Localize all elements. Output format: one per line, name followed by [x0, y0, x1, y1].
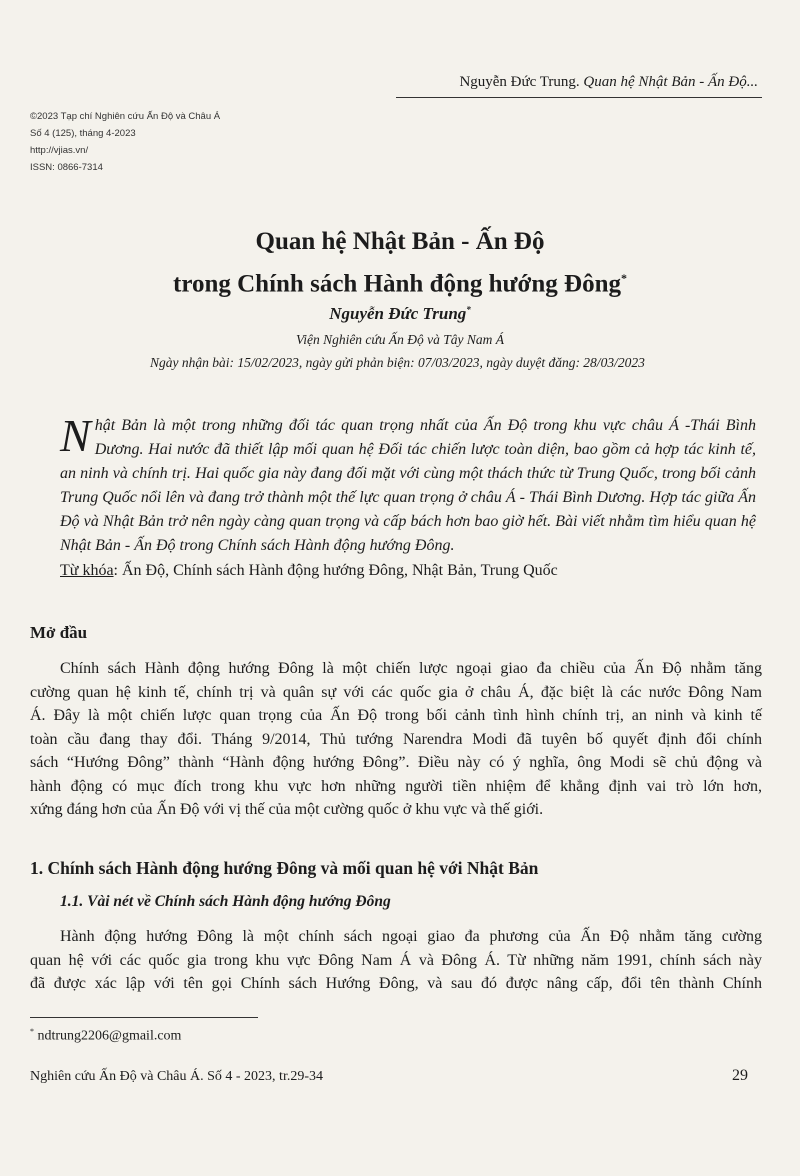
author-footnote-mark: * [466, 304, 471, 315]
header-rule [396, 97, 762, 98]
abstract-dropcap: N [60, 410, 91, 461]
section-line: đã được xác lập với tên gọi Chính sách Hướng Đông, và sau đó được nâng cấp, đổi tên thành Chính [30, 975, 762, 992]
intro-heading: Mở đầu [30, 623, 88, 642]
journal-footer: Nghiên cứu Ấn Độ và Châu Á. Số 4 - 2023, tr.29-34 [30, 1069, 324, 1084]
author-name: Nguyễn Đức Trung [329, 304, 467, 323]
intro-line: Chính sách Hành động hướng Đông là một chiến lược ngoại giao đa chiều của Ấn Độ nhằm tăng [60, 660, 762, 677]
running-head-title: Quan hệ Nhật Bản - Ấn Độ... [583, 74, 758, 90]
author-affiliation: Viện Nghiên cứu Ấn Độ và Tây Nam Á [295, 332, 505, 347]
keywords-label: Từ khóa [60, 562, 114, 579]
title-footnote-mark: * [621, 271, 627, 285]
keywords-list: : Ấn Độ, Chính sách Hành động hướng Đông, Nhật Bản, Trung Quốc [113, 562, 558, 579]
intro-line: hành động có mục đích trong khu vực hơn những người tiền nhiệm để khẳng định vai trò lớn hơn, [30, 777, 762, 795]
section-line: Hành động hướng Đông là một chính sách ngoại giao đa phương của Ấn Độ nhằm tăng cường [60, 928, 762, 945]
section1-heading: 1. Chính sách Hành động hướng Đông và mối quan hệ với Nhật Bản [30, 858, 539, 878]
title-text: trong Chính sách Hành động hướng Đông [173, 270, 621, 298]
keywords [60, 562, 760, 580]
footnote [30, 1027, 181, 1045]
running-head-author: Nguyễn Đức Trung. [459, 74, 580, 90]
page-number: 29 [732, 1067, 748, 1084]
meta-issn: ISSN: 0866-7314 [30, 162, 103, 173]
meta-copyright: ©2023 Tạp chí Nghiên cứu Ấn Độ và Châu Á [30, 111, 221, 122]
meta-url[interactable]: http://vjias.vn/ [30, 145, 89, 156]
intro-paragraph [30, 657, 762, 822]
section-line: quan hệ với các quốc gia trong khu vực Đông Nam Á và Đông Á. Từ những năm 1991, chính sách này [30, 951, 762, 969]
section1-1-paragraph [30, 925, 762, 996]
journal-meta [30, 108, 220, 176]
article-author [0, 304, 800, 324]
intro-line: sách “Hướng Đông” thành “Hành động hướng Đông”. Điều này có ý nghĩa, ông Modi sẽ chủ động và [30, 754, 762, 771]
intro-line: cường quan hệ kinh tế, chính trị và quân sự với các quốc gia ở châu Á, đặc biệt là các nước Đông Nam [30, 683, 762, 701]
intro-line: Á. Đây là một chiến lược quan trọng của Ấn Độ trong bối cảnh tình hình chính trị, an ninh và kinh tế [30, 707, 762, 724]
abstract [60, 410, 756, 558]
footnote-email[interactable]: ndtrung2206@gmail.com [34, 1028, 182, 1044]
abstract-text: hật Bản là một trong những đối tác quan trọng nhất của Ấn Độ trong khu vực châu Á -Thái Bình Dương. Hai nước đã thiết lập mối quan hệ Đối tác chiến lược toàn diện, bao gồm cả hợp tác kinh tế, an ninh và chính trị. Hai quốc gia này đang đối mặt với cùng một thách thức từ Trung Quốc, trong bối cảnh Trung Quốc nổi lên và đang trở thành một thế lực quan trọng ở châu Á - Thái Bình Dương. Hợp tác giữa Ấn Độ và Nhật Bản trở nên ngày càng quan trọng và cấp bách hơn bao giờ hết. Bài viết nhằm tìm hiểu quan hệ Nhật Bản - Ấn Độ trong Chính sách Hành động hướng Đông. [60, 417, 756, 554]
submission-dates: Ngày nhận bài: 15/02/2023, ngày gửi phản biện: 07/03/2023, ngày duyệt đăng: 28/03/2023 [150, 355, 645, 370]
intro-line: toàn cầu đang thay đổi. Tháng 9/2014, Thủ tướng Narendra Modi đã tuyên bố quyết định đổi chính [30, 730, 762, 748]
meta-issue: Số 4 (125), tháng 4-2023 [30, 128, 136, 139]
intro-line: xứng đáng hơn của Ấn Độ với vị thế của một cường quốc ở khu vực và thế giới. [30, 801, 544, 818]
article-title-line1: Quan hệ Nhật Bản - Ấn Độ [255, 228, 545, 255]
article-title-line2 [0, 259, 800, 303]
section1-1-heading: 1.1. Vài nét về Chính sách Hành động hướng Đông [60, 893, 391, 910]
footnote-rule [30, 1017, 258, 1018]
running-head [459, 74, 758, 91]
footnote-mark: * [30, 1027, 34, 1036]
